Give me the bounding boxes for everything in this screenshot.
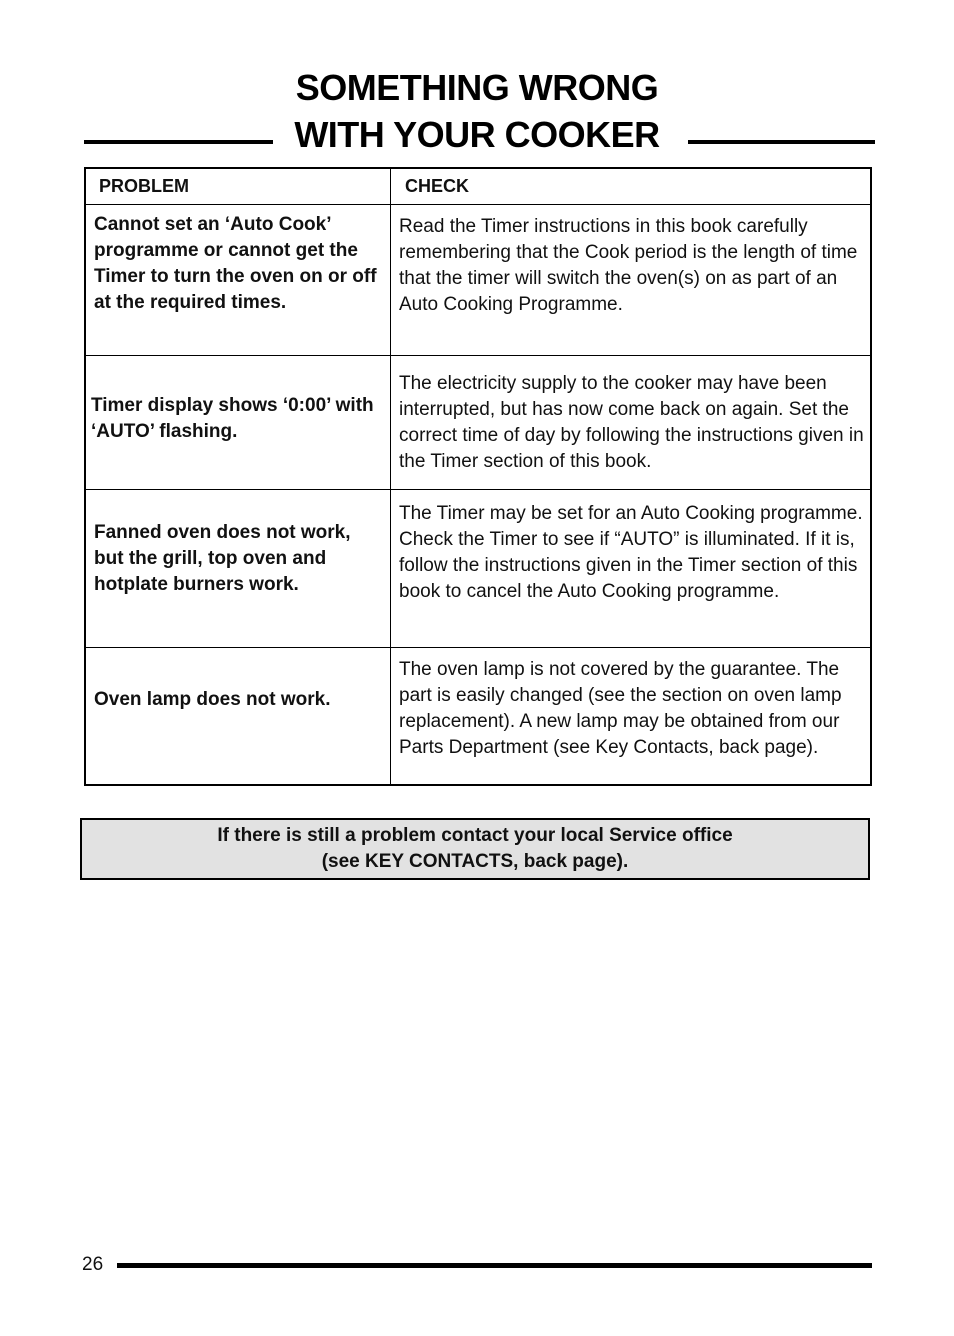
table-row: [85, 490, 871, 648]
page-title-line-1: SOMETHING WRONG: [295, 67, 659, 108]
check-cell: [391, 205, 872, 356]
notice-line-1: If there is still a problem contact your local Service office: [217, 825, 733, 846]
problem-cell: [85, 356, 391, 490]
title-rule-left: [84, 140, 273, 144]
problem-cell: [85, 648, 391, 786]
problem-text: Oven lamp does not work.: [94, 689, 331, 710]
check-column-header: CHECK: [391, 168, 872, 205]
table-header-row: [85, 168, 871, 205]
table-row: [85, 648, 871, 786]
check-text: The electricity supply to the cooker may have been interrupted, but has now come back on again. Set the correct time of day by following the instructions given in the Timer section of this book.: [399, 373, 864, 472]
service-contact-notice: [80, 818, 870, 880]
problem-cell: [85, 490, 391, 648]
page-number: 26: [82, 1254, 104, 1275]
check-cell: [391, 490, 872, 648]
troubleshooting-table: [84, 167, 872, 786]
table-row: [85, 356, 871, 490]
problem-text: Timer display shows ‘0:00’ with ‘AUTO’ flashing.: [91, 394, 374, 442]
check-text: Read the Timer instructions in this book carefully remembering that the Cook period is the length of time that the timer will switch the oven(s) on as part of an Auto Cooking Programme.: [399, 216, 858, 315]
problem-text: Fanned oven does not work, but the grill, top oven and hotplate burners work.: [94, 521, 351, 595]
footer-rule: [117, 1263, 872, 1268]
title-rule-right: [688, 140, 875, 144]
check-text: The oven lamp is not covered by the guarantee. The part is easily changed (see the section on oven lamp replacement). A new lamp may be obtained from our Parts Department (see Key Contacts, back page).: [399, 659, 842, 758]
problem-cell: [85, 205, 391, 356]
page-title-line-2: WITH YOUR COOKER: [294, 114, 660, 155]
table-row: [85, 205, 871, 356]
problem-text: Cannot set an ‘Auto Cook’ programme or cannot get the Timer to turn the oven on or off at the required times.: [94, 214, 377, 313]
check-cell: [391, 356, 872, 490]
notice-line-2: (see KEY CONTACTS, back page).: [321, 851, 629, 872]
check-text: The Timer may be set for an Auto Cooking programme. Check the Timer to see if “AUTO” is illuminated. If it is, follow the instructions given in the Timer section of this book to cancel the Auto Cooking programme.: [399, 503, 863, 602]
problem-column-header: PROBLEM: [85, 168, 391, 205]
check-cell: [391, 648, 872, 786]
